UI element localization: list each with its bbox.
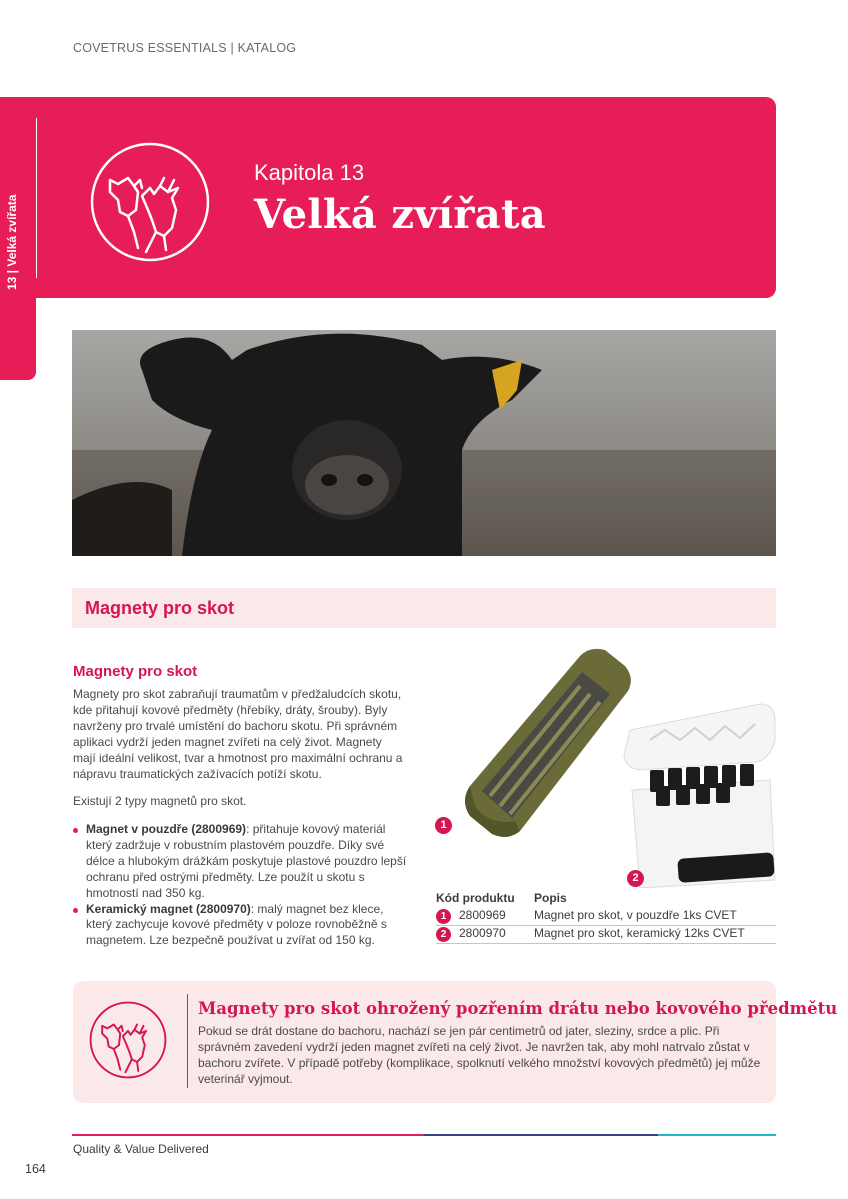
section-title: Magnety pro skot [85, 598, 235, 618]
list-item [73, 822, 408, 902]
product-1-label: 1 [435, 817, 452, 834]
footer-bar-teal [658, 1134, 776, 1136]
row-code: 2800969 [459, 908, 506, 922]
page-number: 164 [25, 1162, 46, 1176]
table-row [436, 926, 776, 944]
list-item [73, 902, 408, 950]
product-table [436, 891, 776, 944]
article-subtitle: Magnety pro skot [73, 663, 198, 680]
bullet-name: Keramický magnet (2800970) [86, 901, 251, 916]
callout-text: Pokud se drát dostane do bachoru, nachází se jen pár centimetrů od jater, sleziny, srdce a plic. Při správném zavedení vydrží jeden magnet zvířeti na celý život. Je navržen tak, aby mohl natrvalo zůstat v bachoru zvířete. V případě potřeby (komplikace, spolknutí velkého množství kovových předmětů) jej může veterinář vyjmout. [198, 1024, 761, 1086]
footer-bar-navy [424, 1134, 658, 1136]
catalog-header: COVETRUS ESSENTIALS | KATALOG [73, 41, 297, 55]
bullet-text: : přitahuje kovový materiál který zadržuje v robustním plastovém pouzdře. Díky své délce a hlubokým drážkám poskytuje plastové pouzdro lepší ochranu před ostrými předměty. Lze použít u skotu s hmotností nad 350 kg. [86, 822, 407, 900]
table-row [436, 908, 776, 926]
chapter-title: Velká zvířata [254, 191, 547, 238]
cattle-icon [88, 1000, 168, 1080]
callout-title: Magnety pro skot ohrožený pozřením drátu nebo kovového předmětu [198, 999, 838, 1018]
header-desc: Popis [534, 891, 567, 905]
row-desc: Magnet pro skot, v pouzdře 1ks CVET [534, 908, 737, 922]
row-number-badge: 1 [436, 909, 451, 924]
product-image [430, 636, 776, 888]
article-body: Magnety pro skot zabraňují traumatům v předžaludcích skotu, kde přitahují kovové předměty (hřebíky, dráty, šrouby). Byly navrženy pro trvalé umístění do bachoru skotu. Při správném aplikaci vydrží jeden magnet zvířeti na celý život. Magnety mají ideální velikost, tvar a hmotnost pro maximální ochranu a nápravu traumatických zažívacích potíží skotu. [73, 687, 403, 782]
cattle-icon [88, 140, 212, 264]
product-2-label: 2 [627, 870, 644, 887]
bullet-icon [73, 828, 78, 833]
bullet-list [73, 822, 408, 949]
callout-divider [187, 994, 188, 1088]
row-code: 2800970 [459, 926, 506, 940]
bullet-text: : malý magnet bez klece, který zachycuje kovové předměty v poloze rovnoběžně s magnetem. Lze bezpečně používat u zvířat od 150 kg. [86, 901, 387, 948]
row-number-badge: 2 [436, 927, 451, 942]
bullet-name: Magnet v pouzdře (2800969) [86, 822, 247, 836]
footer-bar-pink [72, 1134, 424, 1136]
side-tab-label [5, 260, 19, 290]
row-desc: Magnet pro skot, keramický 12ks CVET [534, 926, 745, 940]
header-code: Kód produktu [436, 891, 515, 905]
hero-image [72, 330, 776, 556]
chapter-number: Kapitola 13 [254, 160, 365, 185]
bullet-icon [73, 908, 78, 913]
types-intro: Existují 2 typy magnetů pro skot. [73, 794, 247, 808]
footer-tagline: Quality & Value Delivered [73, 1142, 209, 1156]
table-header [436, 891, 776, 908]
side-tab-divider [36, 118, 37, 278]
